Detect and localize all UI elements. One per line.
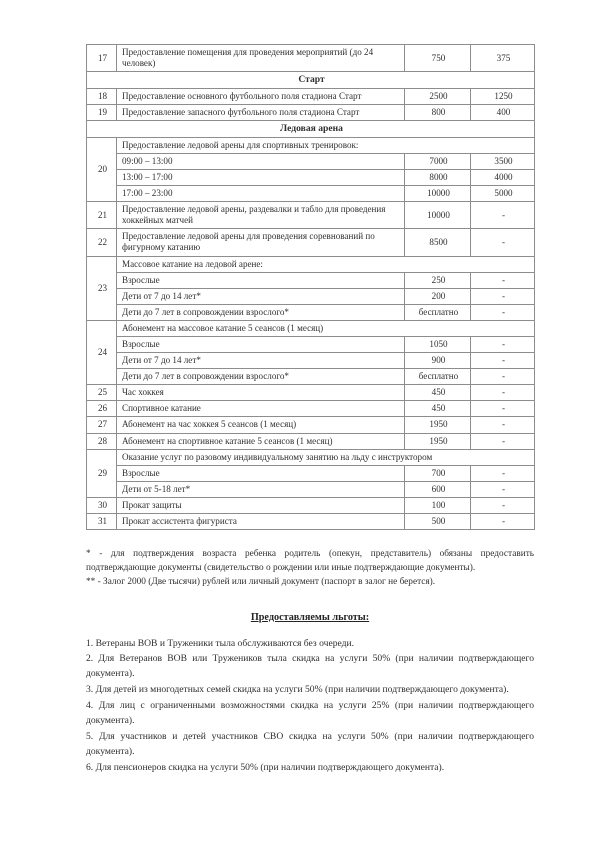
service-name: Предоставление помещения для проведения мероприятий (до 24 человек) xyxy=(117,45,405,72)
price-primary: 8000 xyxy=(405,169,471,185)
price-table xyxy=(86,44,535,530)
price-primary: 900 xyxy=(405,353,471,369)
table-row-number: 26 xyxy=(87,401,117,417)
table-row-number: 17 xyxy=(87,45,117,72)
service-name: Абонемент на час хоккея 5 сеансов (1 месяц) xyxy=(117,417,405,433)
document-sheet xyxy=(86,44,534,777)
price-primary: 10000 xyxy=(405,202,471,229)
price-primary: бесплатно xyxy=(405,304,471,320)
table-section-header: Старт xyxy=(87,72,535,89)
table-row-number: 29 xyxy=(87,449,117,497)
service-name: Дети до 7 лет в сопровождении взрослого* xyxy=(117,369,405,385)
table-row xyxy=(87,121,535,138)
price-primary: 100 xyxy=(405,497,471,513)
price-primary: 1950 xyxy=(405,433,471,449)
footnotes-block xyxy=(86,547,534,589)
service-name: Прокат ассистента фигуриста xyxy=(117,514,405,530)
price-table-body xyxy=(87,45,535,530)
table-group-header: Массовое катание на ледовой арене: xyxy=(117,256,535,272)
service-name: 09:00 – 13:00 xyxy=(117,153,405,169)
benefit-item: 6. Для пенсионеров скидка на услуги 50% (при наличии подтверждающего документа). xyxy=(86,762,445,774)
table-row xyxy=(87,401,535,417)
table-row xyxy=(87,72,535,89)
service-name: Взрослые xyxy=(117,272,405,288)
table-row-number: 23 xyxy=(87,256,117,320)
service-name: Предоставление запасного футбольного поля стадиона Старт xyxy=(117,104,405,120)
service-name: Предоставление ледовой арены для проведения соревнований по фигурному катанию xyxy=(117,229,405,256)
price-secondary: - xyxy=(471,401,535,417)
table-row xyxy=(87,104,535,120)
table-row xyxy=(87,433,535,449)
service-name: Абонемент на спортивное катание 5 сеансов (1 месяц) xyxy=(117,433,405,449)
service-name: Взрослые xyxy=(117,337,405,353)
table-group-header: Абонемент на массовое катание 5 сеансов (1 месяц) xyxy=(117,320,535,336)
price-secondary: - xyxy=(471,304,535,320)
table-row xyxy=(87,465,535,481)
table-row-number: 21 xyxy=(87,202,117,229)
table-row xyxy=(87,481,535,497)
table-row xyxy=(87,202,535,229)
price-primary: бесплатно xyxy=(405,369,471,385)
price-secondary: - xyxy=(471,337,535,353)
footnote-double-asterisk: ** - Залог 2000 (Две тысячи) рублей или личный документ (паспорт в залог не берется). xyxy=(86,577,436,588)
price-primary: 1950 xyxy=(405,417,471,433)
benefit-item: 2. Для Ветеранов ВОВ или Тружеников тыла скидка на услуги 50% (при наличии подтверждающего документа). xyxy=(86,653,534,680)
table-row-number: 28 xyxy=(87,433,117,449)
table-row xyxy=(87,256,535,272)
service-name: Дети от 5-18 лет* xyxy=(117,481,405,497)
table-row-number: 31 xyxy=(87,514,117,530)
benefits-list xyxy=(86,637,534,777)
price-secondary: 400 xyxy=(471,104,535,120)
price-secondary: 4000 xyxy=(471,169,535,185)
price-primary: 250 xyxy=(405,272,471,288)
table-group-header: Оказание услуг по разовому индивидуальному занятию на льду с инструктором xyxy=(117,449,535,465)
table-row xyxy=(87,137,535,153)
table-row xyxy=(87,449,535,465)
table-row xyxy=(87,337,535,353)
table-row xyxy=(87,272,535,288)
service-name: Спортивное катание xyxy=(117,401,405,417)
price-secondary: - xyxy=(471,229,535,256)
table-row xyxy=(87,88,535,104)
price-primary: 800 xyxy=(405,104,471,120)
table-row xyxy=(87,45,535,72)
table-row xyxy=(87,417,535,433)
table-row xyxy=(87,229,535,256)
table-row-number: 19 xyxy=(87,104,117,120)
table-row xyxy=(87,320,535,336)
price-primary: 8500 xyxy=(405,229,471,256)
table-row xyxy=(87,304,535,320)
price-primary: 500 xyxy=(405,514,471,530)
price-secondary: - xyxy=(471,288,535,304)
price-secondary: 1250 xyxy=(471,88,535,104)
price-secondary: - xyxy=(471,433,535,449)
price-secondary: - xyxy=(471,353,535,369)
benefits-heading: Предоставляемы льготы: xyxy=(250,611,370,623)
table-row xyxy=(87,497,535,513)
price-secondary: 375 xyxy=(471,45,535,72)
table-group-header: Предоставление ледовой арены для спортивных тренировок: xyxy=(117,137,535,153)
price-secondary: - xyxy=(471,417,535,433)
price-primary: 750 xyxy=(405,45,471,72)
table-row-number: 27 xyxy=(87,417,117,433)
benefit-item: 4. Для лиц с ограниченными возможностями скидка на услуги 25% (при наличии подтверждающего документа). xyxy=(86,700,534,727)
table-section-header: Ледовая арена xyxy=(87,121,535,138)
price-secondary: - xyxy=(471,202,535,229)
benefit-item: 3. Для детей из многодетных семей скидка на услуги 50% (при наличии подтверждающего документа). xyxy=(86,684,509,696)
price-primary: 600 xyxy=(405,481,471,497)
price-primary: 450 xyxy=(405,401,471,417)
price-secondary: 3500 xyxy=(471,153,535,169)
table-row-number: 22 xyxy=(87,229,117,256)
table-row xyxy=(87,514,535,530)
benefit-item: 5. Для участников и детей участников СВО скидка на услуги 50% (при наличии подтверждающего документа). xyxy=(86,731,534,758)
table-row-number: 18 xyxy=(87,88,117,104)
table-row-number: 24 xyxy=(87,320,117,384)
price-secondary: - xyxy=(471,465,535,481)
price-primary: 2500 xyxy=(405,88,471,104)
table-row xyxy=(87,186,535,202)
price-secondary: - xyxy=(471,272,535,288)
service-name: Предоставление основного футбольного поля стадиона Старт xyxy=(117,88,405,104)
price-secondary: - xyxy=(471,369,535,385)
price-primary: 10000 xyxy=(405,186,471,202)
price-primary: 450 xyxy=(405,385,471,401)
service-name: Прокат защиты xyxy=(117,497,405,513)
service-name: Дети от 7 до 14 лет* xyxy=(117,353,405,369)
price-secondary: - xyxy=(471,385,535,401)
table-row xyxy=(87,369,535,385)
benefit-item: 1. Ветераны ВОВ и Труженики тыла обслуживаются без очереди. xyxy=(86,637,355,649)
table-row xyxy=(87,288,535,304)
footnote-single-asterisk: * - для подтверждения возраста ребенка родитель (опекун, представитель) обязаны предоставить подтверждающие документы (свидетельство о рождении или иные подтверждающие документы). xyxy=(86,549,534,574)
price-primary: 1050 xyxy=(405,337,471,353)
price-primary: 7000 xyxy=(405,153,471,169)
table-row xyxy=(87,169,535,185)
service-name: Час хоккея xyxy=(117,385,405,401)
service-name: Дети до 7 лет в сопровождении взрослого* xyxy=(117,304,405,320)
service-name: Взрослые xyxy=(117,465,405,481)
service-name: Дети от 7 до 14 лет* xyxy=(117,288,405,304)
table-row-number: 25 xyxy=(87,385,117,401)
price-primary: 200 xyxy=(405,288,471,304)
table-row xyxy=(87,353,535,369)
price-secondary: - xyxy=(471,514,535,530)
price-secondary: - xyxy=(471,481,535,497)
price-secondary: - xyxy=(471,497,535,513)
table-row-number: 20 xyxy=(87,137,117,201)
price-primary: 700 xyxy=(405,465,471,481)
service-name: 17:00 – 23:00 xyxy=(117,186,405,202)
service-name: 13:00 – 17:00 xyxy=(117,169,405,185)
table-row xyxy=(87,385,535,401)
price-secondary: 5000 xyxy=(471,186,535,202)
service-name: Предоставление ледовой арены, раздевалки и табло для проведения хоккейных матчей xyxy=(117,202,405,229)
table-row xyxy=(87,153,535,169)
table-row-number: 30 xyxy=(87,497,117,513)
